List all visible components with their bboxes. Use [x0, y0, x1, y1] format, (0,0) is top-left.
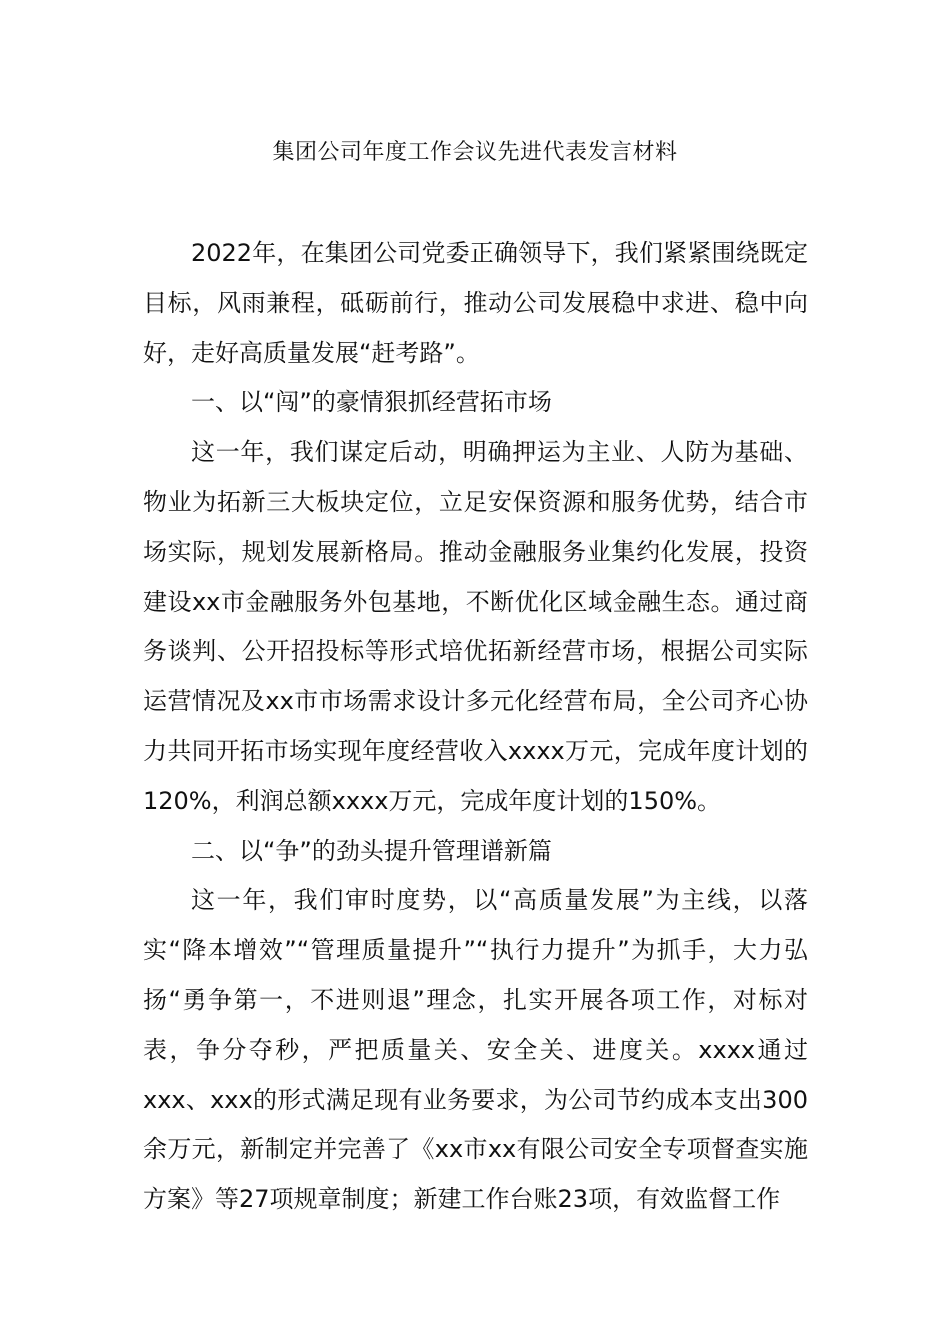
section-heading-2: 二、以“争”的劲头提升管理谱新篇	[191, 836, 552, 865]
section-heading-1: 一、以“闯”的豪情狠抓经营拓市场	[191, 388, 552, 417]
document-title: 集团公司年度工作会议先进代表发言材料	[272, 140, 678, 165]
section-1-paragraph: 这一年，我们谋定后动，明确押运为主业、人防为基础、物业为拓新三大板块定位，立足安保资源和服务优势，结合市场实际，规划发展新格局。推动金融服务业集约化发展，投资建设xx市金融服务外包基地，不断优化区域金融生态。通过商务谈判、公开招投标等形式培优拓新经营市场，根据公司实际运营情况及xx市市场需求设计多元化经营布局，全公司齐心协力共同开拓市场实现年度经营收入xxxx万元，完成年度计划的120%，利润总额xxxx万元，完成年度计划的150%。	[143, 438, 808, 815]
intro-paragraph: 2022年，在集团公司党委正确领导下，我们紧紧围绕既定目标，风雨兼程，砥砺前行，推动公司发展稳中求进、稳中向好，走好高质量发展“赶考路”。	[143, 239, 808, 367]
document-body	[143, 229, 808, 1225]
section-2-paragraph: 这一年，我们审时度势，以“高质量发展”为主线，以落实“降本增效”“管理质量提升”“执行力提升”为抓手，大力弘扬“勇争第一，不进则退”理念，扎实开展各项工作，对标对表，争分夺秒，严把质量关、安全关、进度关。xxxx通过xxx、xxx的形式满足现有业务要求，为公司节约成本支出300余万元，新制定并完善了《xx市xx有限公司安全专项督查实施方案》等27项规章制度；新建工作台账23项，有效监督工作	[143, 886, 808, 1214]
